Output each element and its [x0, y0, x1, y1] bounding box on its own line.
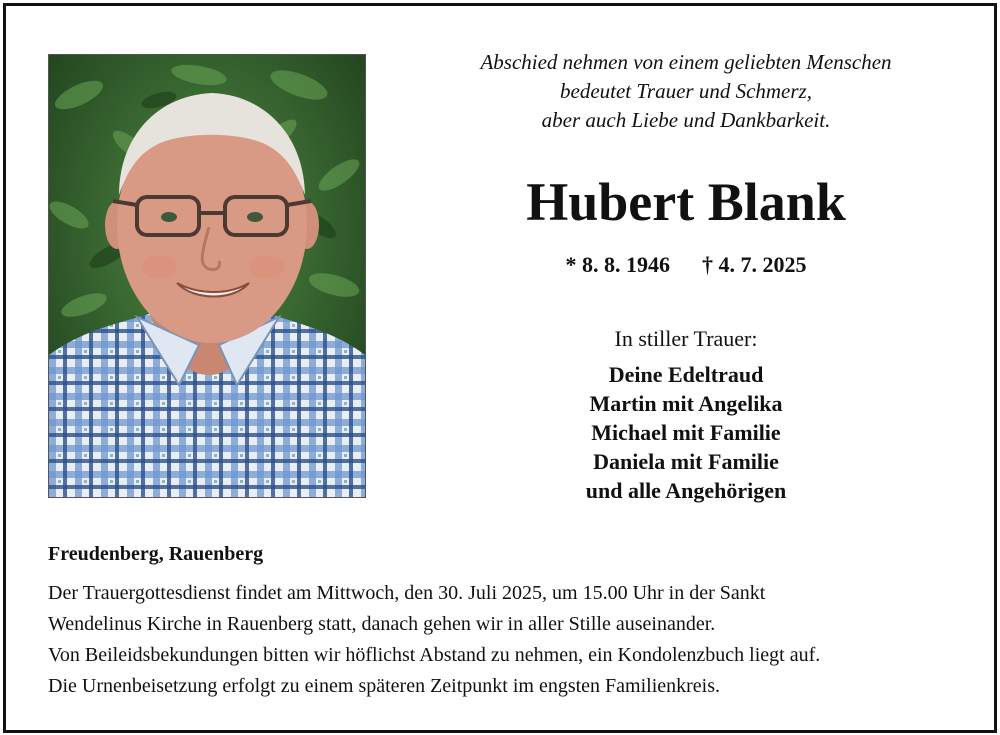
announcement-line: Von Beileidsbekundungen bitten wir höflichst Abstand zu nehmen, ein Kondolenzbuch liegt auf.: [48, 644, 821, 666]
announcement-text: [48, 578, 978, 702]
mourning-heading: In stiller Trauer:: [614, 326, 758, 351]
mourner-name: und alle Angehörigen: [585, 478, 787, 503]
quote-line: Abschied nehmen von einem geliebten Menschen: [480, 50, 892, 74]
announcement-line: Die Urnenbeisetzung erfolgt zu einem späteren Zeitpunkt im engsten Familienkreis.: [48, 675, 721, 697]
life-dates: [396, 250, 976, 280]
obituary-card: [3, 3, 997, 733]
portrait-photo: [48, 54, 366, 498]
announcement-line: Wendelinus Kirche in Rauenberg statt, danach gehen wir in aller Stille auseinander.: [48, 613, 716, 635]
mourners-list: [396, 360, 976, 505]
mourner-name: Daniela mit Familie: [593, 449, 779, 474]
quote-line: aber auch Liebe und Dankbarkeit.: [541, 108, 831, 132]
place-names: Freudenberg, Rauenberg: [48, 543, 264, 565]
memorial-quote: [396, 48, 976, 135]
birth-date: * 8. 8. 1946: [565, 252, 670, 277]
portrait-illustration: [49, 55, 365, 497]
quote-line: bedeutet Trauer und Schmerz,: [560, 79, 812, 103]
mourner-name: Michael mit Familie: [591, 420, 781, 445]
announcement-line: Der Trauergottesdienst findet am Mittwoch, den 30. Juli 2025, um 15.00 Uhr in der Sankt: [48, 582, 766, 604]
deceased-name: Hubert Blank: [526, 172, 846, 232]
mourner-name: Deine Edeltraud: [608, 362, 764, 387]
death-date: † 4. 7. 2025: [702, 252, 807, 277]
mourner-name: Martin mit Angelika: [589, 391, 783, 416]
